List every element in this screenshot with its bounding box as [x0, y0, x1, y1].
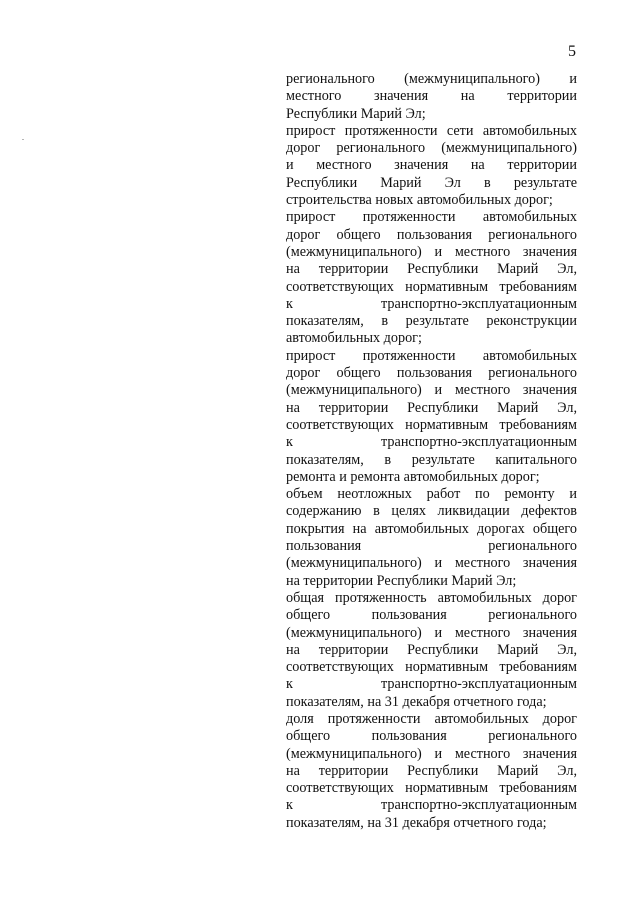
- text-line: общего пользования регионального: [286, 607, 577, 624]
- text-line: (межмуниципального) и местного значения: [286, 555, 577, 572]
- text-line: (межмуниципального) и местного значения: [286, 745, 577, 762]
- text-line: показателям, на 31 декабря отчетного года;: [286, 693, 547, 710]
- text-line: (межмуниципального) и местного значения: [286, 382, 577, 399]
- text-line: покрытия на автомобильных дорогах общего: [286, 520, 577, 537]
- text-line: на территории Республики Марий Эл,: [286, 261, 577, 278]
- text-line: Республики Марий Эл в результате: [286, 174, 577, 191]
- text-line: соответствующих нормативным требованиям: [286, 416, 577, 433]
- text-line: к транспортно-эксплуатационным: [286, 295, 577, 312]
- text-line: на территории Республики Марий Эл;: [286, 572, 517, 589]
- text-line: к транспортно-эксплуатационным: [286, 434, 577, 451]
- text-line: строительства новых автомобильных дорог;: [286, 192, 553, 209]
- text-line: (межмуниципального) и местного значения: [286, 243, 577, 260]
- text-line: дорог регионального (межмуниципального): [286, 140, 577, 157]
- text-line: на территории Республики Марий Эл,: [286, 399, 577, 416]
- text-line: дорог общего пользования регионального: [286, 365, 577, 382]
- text-line: дорог общего пользования регионального: [286, 226, 577, 243]
- text-line: и местного значения на территории: [286, 157, 577, 174]
- page-number: 5: [568, 43, 576, 60]
- text-line: общая протяженность автомобильных дорог: [286, 589, 577, 606]
- text-line: на территории Республики Марий Эл,: [286, 762, 577, 779]
- text-line: ремонта и ремонта автомобильных дорог;: [286, 468, 540, 485]
- text-line: к транспортно-эксплуатационным: [286, 676, 577, 693]
- text-line: показателям, в результате реконструкции: [286, 313, 577, 330]
- text-line: содержанию в целях ликвидации дефектов: [286, 503, 577, 520]
- text-line: соответствующих нормативным требованиям: [286, 278, 577, 295]
- text-line: прирост протяженности автомобильных: [286, 347, 577, 364]
- text-line: общего пользования регионального: [286, 728, 577, 745]
- text-line: автомобильных дорог;: [286, 330, 422, 347]
- text-column: [286, 71, 577, 832]
- text-line: доля протяженности автомобильных дорог: [286, 710, 577, 727]
- text-line: объем неотложных работ по ремонту и: [286, 486, 577, 503]
- text-line: пользования регионального: [286, 538, 577, 555]
- text-line: показателям, в результате капитального: [286, 451, 577, 468]
- text-line: (межмуниципального) и местного значения: [286, 624, 577, 641]
- text-line: местного значения на территории: [286, 88, 577, 105]
- text-line: на территории Республики Марий Эл,: [286, 641, 577, 658]
- text-line: Республики Марий Эл;: [286, 105, 426, 122]
- text-line: регионального (межмуниципального) и: [286, 71, 577, 87]
- paragraph: [286, 123, 577, 209]
- text-line: прирост протяженности сети автомобильных: [286, 122, 577, 139]
- paragraph: [286, 348, 577, 486]
- text-line: к транспортно-эксплуатационным: [286, 797, 577, 814]
- text-line: прирост протяженности автомобильных: [286, 209, 577, 226]
- paragraph: [286, 71, 577, 123]
- text-line: соответствующих нормативным требованиям: [286, 780, 577, 797]
- paragraph: [286, 590, 577, 711]
- text-line: показателям, на 31 декабря отчетного года;: [286, 814, 547, 831]
- paragraph: [286, 209, 577, 347]
- scan-speck: [22, 139, 24, 140]
- paragraph: [286, 711, 577, 832]
- text-line: соответствующих нормативным требованиям: [286, 659, 577, 676]
- paragraph: [286, 486, 577, 590]
